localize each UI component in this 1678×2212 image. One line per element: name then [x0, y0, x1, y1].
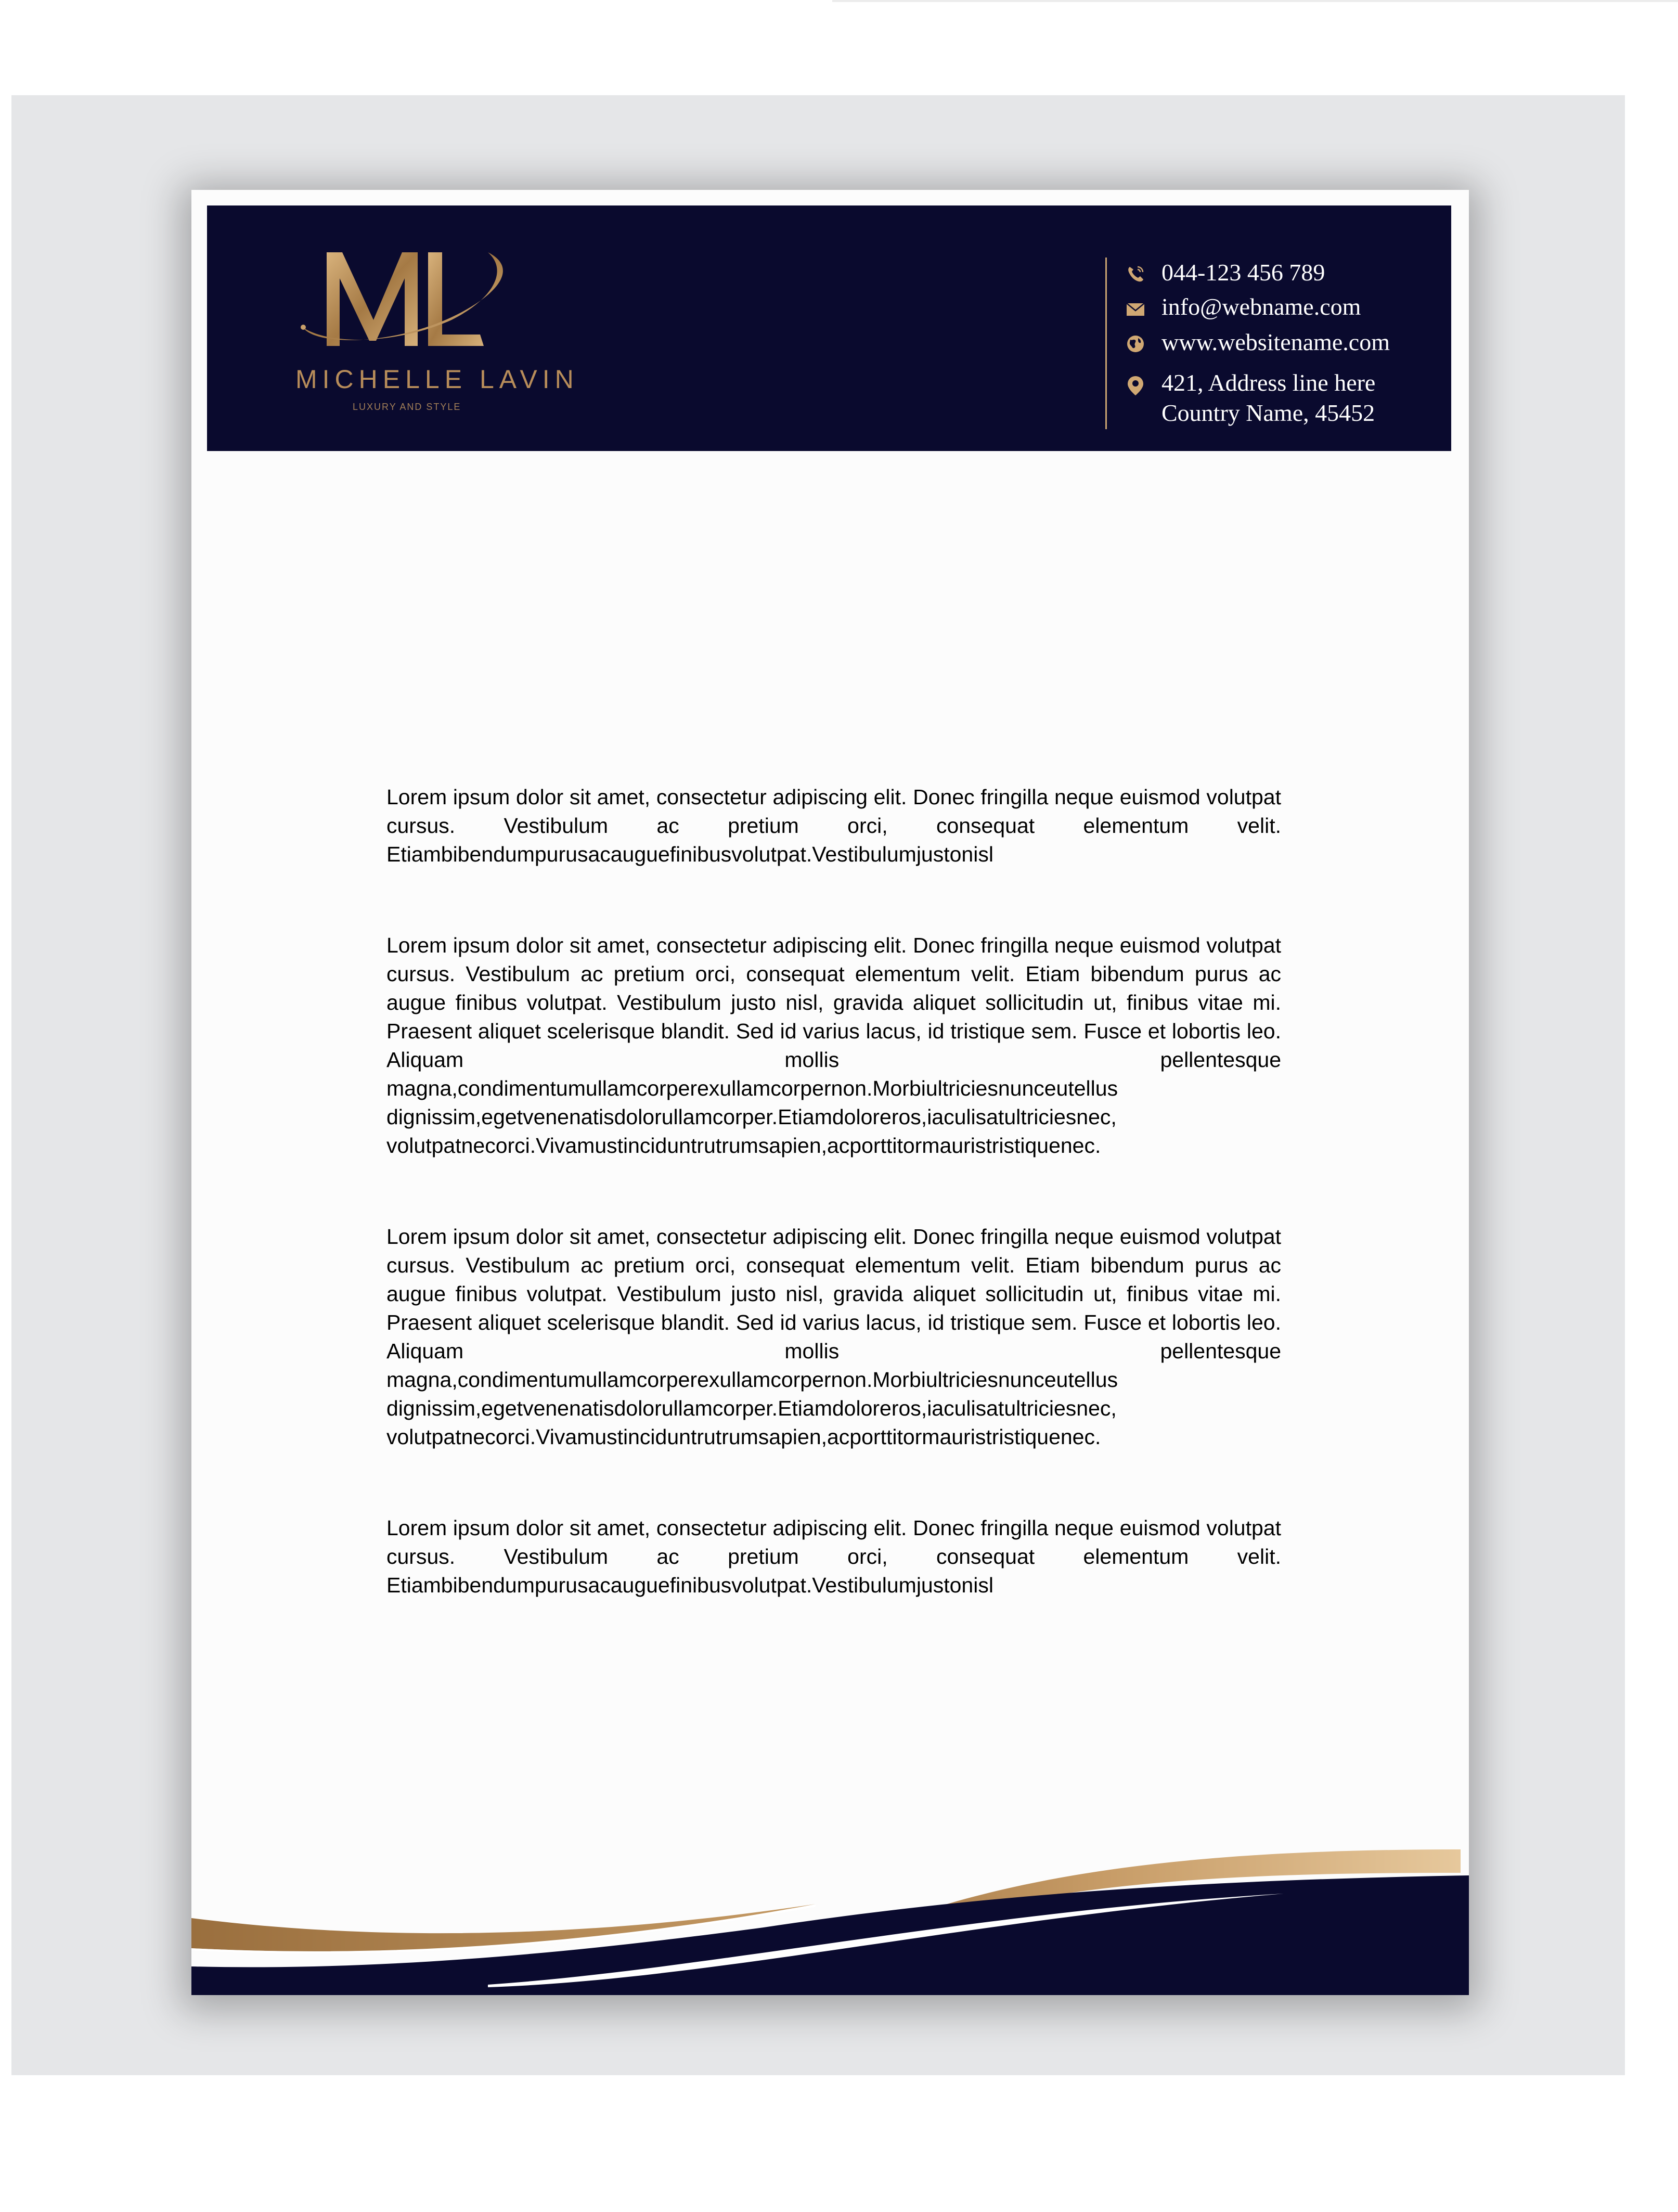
address-line-1: 421, Address line here: [1161, 369, 1376, 396]
paragraph-2: Lorem ipsum dolor sit amet, consectetur adipiscing elit. Donec fringilla neque euismod volutpat cursus. Vestibulum ac pretium orci, consequat elementum velit. Etiam bibendum purus ac augue finibus volutpat. Vestibulum justo nisl, gravida aliquet sollicitudin ut, finibus vitae mi. Praesent aliquet scelerisque blandit. Sed id varius lacus, id tristique sem. Fusce et lobortis leo. Aliquam mollis pellentesque magna,condimentumullamcorperexullamcorpernon.Morbiultriciesnunceutellus dignissim,egetvenenatisdolorullamcorper.Etiamdoloreros,iaculisatultriciesnec, volutpatnecorci.Vivamustinciduntrutrumsapien,acporttitormauristristiquenec.: [386, 933, 1281, 1158]
paragraph-1: Lorem ipsum dolor sit amet, consectetur adipiscing elit. Donec fringilla neque euismod volutpat cursus. Vestibulum ac pretium orci, consequat elementum velit. Etiambibendumpurusacauguefinibusvolutpat.Vestibulumjustonisl: [386, 785, 1281, 866]
phone-text[interactable]: 044-123 456 789: [1161, 259, 1325, 286]
header-divider: [1105, 258, 1107, 429]
paragraph-4: Lorem ipsum dolor sit amet, consectetur adipiscing elit. Donec fringilla neque euismod volutpat cursus. Vestibulum ac pretium orci, consequat elementum velit. Etiambibendumpurusacauguefinibusvolutpat.Vestibulumjustonisl: [386, 1516, 1281, 1597]
paragraph-3: Lorem ipsum dolor sit amet, consectetur adipiscing elit. Donec fringilla neque euismod volutpat cursus. Vestibulum ac pretium orci, consequat elementum velit. Etiam bibendum purus ac augue finibus volutpat. Vestibulum justo nisl, gravida aliquet sollicitudin ut, finibus vitae mi. Praesent aliquet scelerisque blandit. Sed id varius lacus, id tristique sem. Fusce et lobortis leo. Aliquam mollis pellentesque magna,condimentumullamcorperexullamcorpernon.Morbiultriciesnunceutellus dignissim,egetvenenatisdolorullamcorper.Etiamdoloreros,iaculisatultriciesnec, volutpatnecorci.Vivamustinciduntrutrumsapien,acporttitormauristristiquenec.: [386, 1225, 1281, 1449]
brand-tagline: LUXURY AND STYLE: [353, 402, 461, 412]
website-text[interactable]: www.websitename.com: [1161, 329, 1390, 355]
envelope-icon: [1125, 299, 1146, 320]
brand-logo: [295, 242, 579, 419]
top-edge-line: [832, 0, 1678, 2]
globe-icon: [1125, 333, 1146, 354]
letterhead-header: [207, 205, 1451, 451]
letterhead-page: [191, 190, 1469, 1995]
footer-wave-graphic: [191, 1787, 1469, 1995]
address-line-2: Country Name, 45452: [1161, 400, 1375, 426]
email-text[interactable]: info@webname.com: [1161, 293, 1361, 320]
monogram-logo-icon: [301, 242, 550, 362]
letter-body: [386, 783, 1281, 1600]
phone-icon: [1125, 264, 1146, 285]
map-pin-icon: [1125, 375, 1146, 396]
brand-name: MICHELLE LAVIN: [295, 365, 579, 394]
